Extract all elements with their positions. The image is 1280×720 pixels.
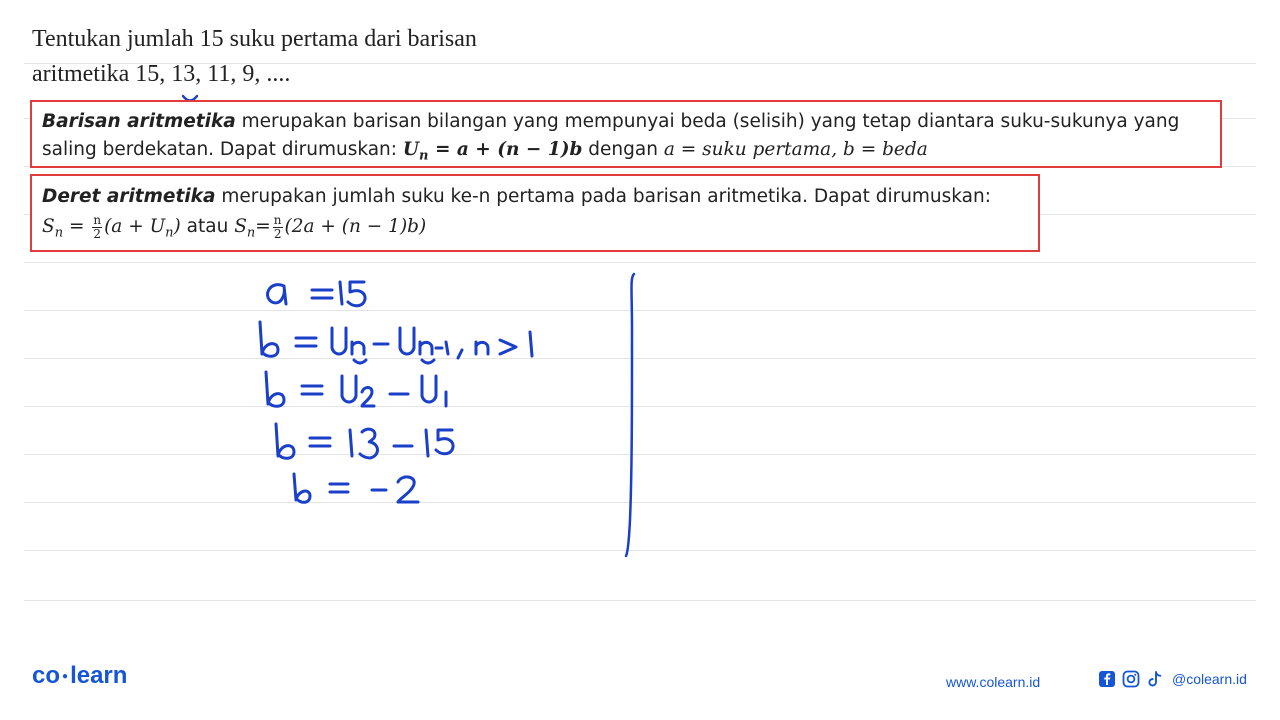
formula-sn-2: $S_n=$: [234, 216, 271, 241]
vertical-divider-stroke: [620, 270, 640, 560]
logo-text-learn: learn: [70, 662, 128, 689]
term-barisan-aritmetika: Barisan aritmetika: [42, 111, 236, 132]
ruled-line: [24, 600, 1256, 601]
hw-line-b-minus-2: [294, 474, 418, 502]
social-links: [1098, 670, 1247, 688]
facebook-icon[interactable]: [1098, 670, 1116, 688]
formula-sn-1-rest: $(a + U_n)$: [104, 216, 181, 241]
hw-line-b-formula: [260, 322, 532, 363]
colearn-logo: [32, 662, 127, 690]
logo-dot: ●: [62, 671, 69, 683]
atau-text: atau: [180, 216, 235, 237]
instagram-icon[interactable]: [1122, 670, 1140, 688]
definition-box-deret: [30, 174, 1040, 252]
logo-text-co: co: [32, 662, 61, 689]
definition-box-barisan: [30, 100, 1222, 168]
tiktok-icon[interactable]: [1146, 670, 1164, 688]
definition-text: merupakan jumlah suku ke-n pertama pada barisan aritmetika. Dapat dirumuskan:: [215, 186, 991, 207]
formula-un: $U_n = a + (n - 1)b$: [402, 139, 583, 164]
question-text: [32, 22, 592, 92]
hw-line-a-equals-15: [268, 282, 366, 306]
highlighted-digit: [183, 57, 195, 92]
question-line-2-prefix: aritmetika 15, 1: [32, 61, 184, 87]
term-deret-aritmetika: Deret aritmetika: [42, 186, 216, 207]
question-line-1: Tentukan jumlah 15 suku pertama dari barisan: [32, 26, 477, 52]
question-line-2: [32, 57, 592, 92]
definition-text-dengan: dengan: [582, 139, 664, 160]
variable-definition: a = suku pertama, b = beda: [663, 139, 928, 160]
hw-line-13-minus-15: [276, 424, 453, 458]
deret-definition-line: [42, 182, 1028, 212]
formula-sn-2-rest: (2a + (n − 1)b): [284, 216, 427, 237]
highlighted-digit-text: 3: [183, 61, 196, 87]
fraction-n-over-2: $\frac{n}{2}$: [93, 212, 102, 241]
fraction-n-over-2-b: $\frac{n}{2}$: [273, 212, 282, 241]
formula-sn-1: $S_n$ =: [42, 216, 91, 241]
website-link[interactable]: www.colearn.id: [946, 674, 1041, 690]
definition-text: merupakan barisan bilangan yang mempunyai beda (selisih) yang tetap diantara suku-sukunya yang saling berdekatan. Dapat dirumuskan:: [42, 111, 1180, 160]
social-handle[interactable]: @colearn.id: [1172, 671, 1247, 687]
handwritten-working: [240, 262, 660, 562]
hw-line-u2-u1: [266, 372, 446, 406]
question-line-2-suffix: , 11, 9, ....: [195, 61, 291, 87]
sn-formula-line: [42, 212, 1028, 249]
